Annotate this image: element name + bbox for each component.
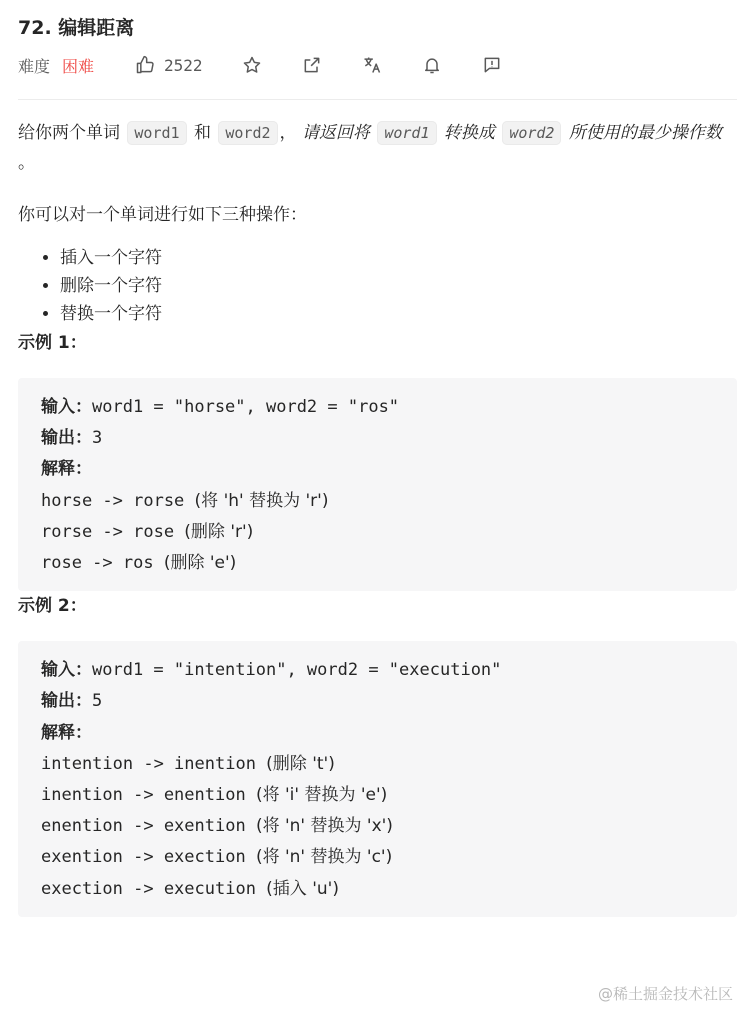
inline-code-word2: word2 (218, 121, 277, 145)
problem-title: 72. 编辑距离 (18, 17, 135, 39)
list-item: • 插入一个字符 (60, 244, 737, 272)
difficulty-badge: 困难 (62, 56, 95, 76)
step-code: exection -> execution (41, 878, 267, 899)
step-note: (将 'n' 替换为 'c') (255, 847, 393, 868)
list-item: • 替换一个字符 (60, 300, 737, 328)
operations-intro: 你可以对一个单词进行如下三种操作： (18, 205, 307, 225)
example-2-code-block (18, 641, 737, 917)
desc-emphasis-text: 所使用的最少操作数 (568, 123, 722, 143)
output-label: 输出： (41, 691, 92, 712)
feedback-icon[interactable] (481, 54, 503, 76)
step-note: (删除 'e') (163, 553, 237, 574)
example-2-title: 示例 2： (18, 596, 87, 617)
step-code: rorse -> rose (41, 521, 185, 542)
example-1-code-block (18, 378, 737, 591)
step-note: (删除 'r') (184, 521, 254, 542)
step-code: rose -> ros (41, 553, 164, 574)
thumbs-up-icon (134, 54, 156, 76)
like-button[interactable] (134, 54, 203, 76)
inline-code-word1: word1 (377, 121, 436, 145)
bell-icon[interactable] (421, 54, 443, 76)
desc-text: ， (279, 123, 297, 143)
watermark: @稀土掘金技术社区 (597, 985, 733, 1003)
problem-description (18, 118, 737, 917)
step-note: (插入 'u') (266, 878, 339, 899)
header-divider (18, 99, 737, 100)
step-code: enention -> exention (41, 816, 256, 837)
problem-meta-row (18, 43, 737, 87)
input-label: 输入： (41, 397, 92, 417)
list-item: • 删除一个字符 (60, 272, 737, 300)
step-note: (将 'h' 替换为 'r') (194, 490, 329, 511)
like-count: 2522 (164, 55, 203, 75)
explain-label: 解释： (41, 722, 92, 743)
operations-list (18, 244, 737, 328)
step-note: (删除 't') (266, 753, 335, 774)
desc-emphasis-text: 转换成 (443, 123, 495, 143)
explain-label: 解释： (41, 459, 92, 480)
step-note: (将 'n' 替换为 'x') (255, 816, 393, 837)
desc-text: 和 (193, 123, 211, 143)
desc-emphasis (302, 123, 722, 143)
star-icon[interactable] (241, 54, 263, 76)
output-label: 输出： (41, 428, 92, 449)
step-note: (将 'i' 替换为 'e') (255, 785, 388, 806)
desc-text: 给你两个单词 (18, 123, 120, 143)
inline-code-word2: word2 (502, 121, 561, 145)
step-code: horse -> rorse (41, 490, 195, 511)
translate-icon[interactable] (361, 54, 383, 76)
difficulty-label: 难度 (18, 56, 51, 76)
step-code: exention -> exection (41, 847, 256, 868)
input-label: 输入： (41, 660, 92, 681)
step-code: intention -> inention (41, 753, 267, 774)
description-paragraph (18, 118, 737, 178)
example-output: 5 (92, 691, 103, 712)
step-code: inention -> enention (41, 785, 256, 806)
example-output: 3 (92, 428, 103, 449)
example-input: word1 = "horse", word2 = "ros" (92, 397, 400, 417)
inline-code-word1: word1 (127, 121, 186, 145)
share-icon[interactable] (301, 54, 323, 76)
example-1-title: 示例 1： (18, 333, 87, 353)
desc-emphasis-text: 请返回将 (301, 123, 370, 143)
example-input: word1 = "intention", word2 = "execution" (92, 660, 502, 681)
desc-text: 。 (18, 153, 35, 173)
